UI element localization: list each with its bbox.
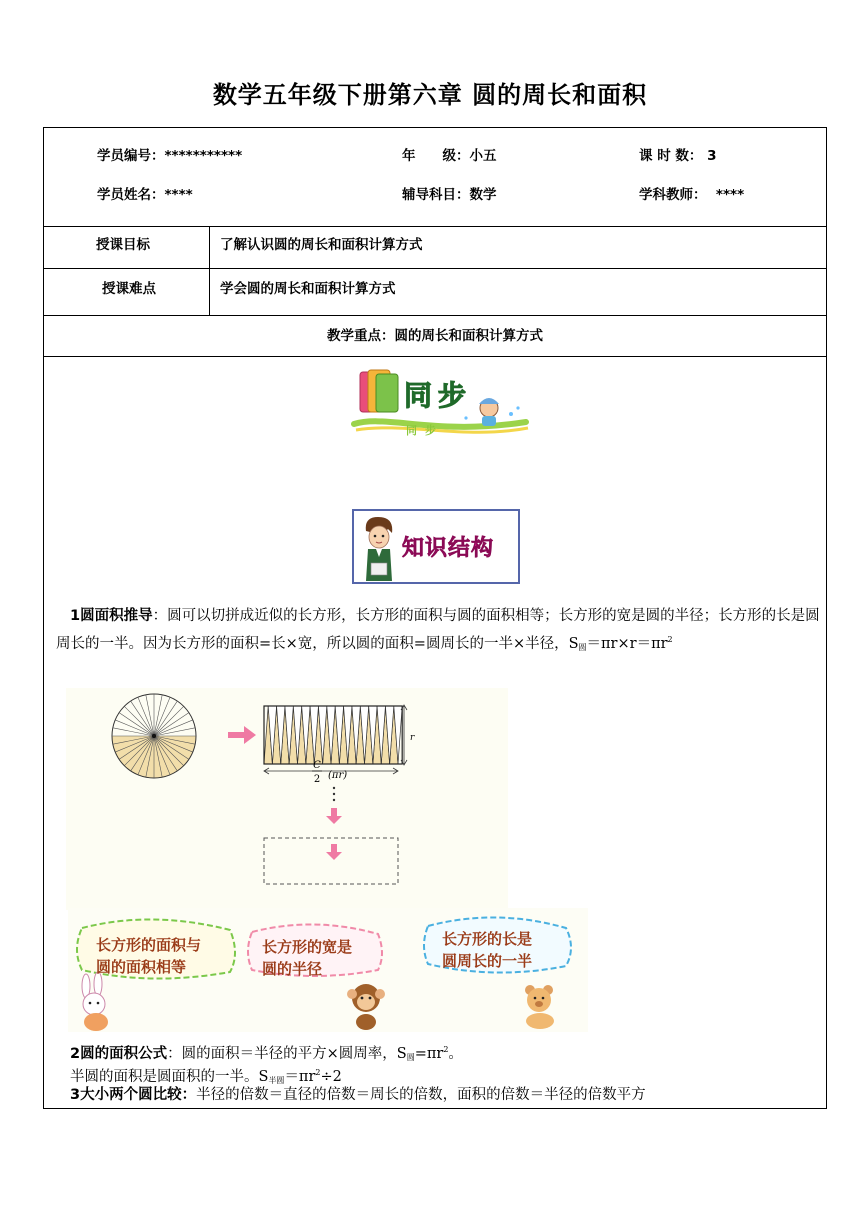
class-hours: 课 时 数： 3 — [639, 148, 717, 164]
comparison-heading: 3大小两个圆比较： — [70, 1087, 197, 1103]
circle-sector-line — [124, 706, 154, 736]
sync-logo-title: 同步 — [404, 379, 473, 412]
circle-to-rectangle-figure — [66, 688, 508, 910]
column-divider — [209, 226, 210, 315]
student-name: 学员姓名：**** — [97, 187, 193, 203]
semicircle-formula: ＝πr — [284, 1069, 316, 1085]
divided-circle — [112, 694, 196, 778]
area-derivation-text: ：圆可以切拼成近似的长方形，长方形的面积与圆的面积相等；长方形的宽是圆的半径；长方形的长是圆周长的一半。因为长方形的面积=长×宽，所以圆的面积=圆周长的一半×半径，S — [56, 608, 820, 652]
paragraph-area-derivation — [56, 605, 820, 659]
row-divider — [44, 268, 826, 269]
bubble-width-radius: 长方形的宽是 圆的半径 — [262, 938, 353, 978]
rabbit-icon — [82, 972, 108, 1031]
row-divider — [44, 226, 826, 227]
subscript: 圆 — [578, 643, 587, 652]
objective-value: 了解认识圆的周长和面积计算方式 — [220, 237, 423, 253]
lesson-table — [43, 127, 827, 1109]
row-divider — [44, 356, 826, 357]
student-id: 学员编号：*********** — [97, 148, 243, 164]
circle-to-rectangle-diagram — [66, 688, 508, 910]
knowledge-structure-logo — [352, 509, 520, 584]
dot — [333, 793, 335, 795]
teacher: 学科教师： **** — [639, 187, 745, 203]
grade: 年 级：小五 — [402, 148, 497, 164]
subject: 辅导科目：数学 — [402, 187, 497, 203]
objective-label: 授课目标 — [96, 237, 150, 253]
dot — [333, 787, 335, 789]
row-divider — [44, 315, 826, 316]
subscript: 半圆 — [268, 1076, 285, 1085]
difficulty-value: 学会圆的周长和面积计算方式 — [220, 281, 396, 297]
superscript: 2 — [667, 635, 673, 644]
paragraph-semicircle: 半圆的面积是圆面积的一半。$S_{半圆}=\pi r^2\div 2$ — [70, 1068, 342, 1085]
teaching-focus: 教学重点：圆的周长和面积计算方式 — [327, 328, 543, 344]
explanation-bubbles — [68, 908, 588, 1032]
label-r: r — [410, 733, 415, 743]
bubble-area-equal: 长方形的面积与 圆的面积相等 — [96, 936, 202, 976]
rearranged-rectangle — [264, 706, 402, 764]
arrow-down-pink-icon — [326, 808, 342, 824]
bear-icon — [525, 985, 554, 1029]
paragraph-circle-comparison — [56, 1084, 820, 1107]
teacher-figure-icon — [356, 511, 406, 583]
label-pi-r: (πr) — [328, 770, 348, 781]
paragraph-area-formula: 2圆的面积公式：圆的面积＝半径的平方×圆周率，$S_圆=\pi r^2$。 — [70, 1045, 463, 1062]
monkey-icon — [347, 984, 385, 1030]
sync-logo-subtitle: 同步 — [406, 424, 444, 437]
area-formula-expression: =πr — [414, 1046, 444, 1062]
arrow-right-icon — [228, 726, 256, 744]
label-2: 2 — [313, 774, 321, 785]
page-title: 数学五年级下册第六章 圆的周长和面积 — [212, 81, 648, 109]
difficulty-label: 授课难点 — [102, 281, 156, 297]
sync-logo — [346, 364, 536, 444]
circle-sector-line — [154, 706, 184, 736]
area-formula-text: ：圆的面积＝半径的平方×圆周率，S — [167, 1046, 407, 1062]
knowledge-structure-title: 知识结构 — [402, 536, 495, 561]
area-derivation-heading: 1圆面积推导 — [70, 608, 153, 624]
superscript: 2 — [315, 1068, 321, 1077]
area-formula: ＝πr×r＝πr — [586, 636, 668, 652]
area-formula-heading: 2圆的面积公式 — [70, 1046, 168, 1062]
bubble-length-half-circumference: 长方形的长是 圆周长的一半 — [442, 930, 533, 970]
circle-center — [152, 734, 156, 738]
label-c: C — [313, 760, 321, 771]
subscript: 圆 — [406, 1053, 415, 1062]
semicircle-text: 半圆的面积是圆面积的一半。S — [70, 1069, 269, 1085]
arrow-down-pink-icon — [326, 844, 342, 860]
superscript: 2 — [443, 1045, 449, 1054]
comparison-text: 半径的倍数＝直径的倍数＝周长的倍数，面积的倍数＝半径的倍数平方 — [196, 1087, 646, 1103]
dot — [333, 799, 335, 801]
